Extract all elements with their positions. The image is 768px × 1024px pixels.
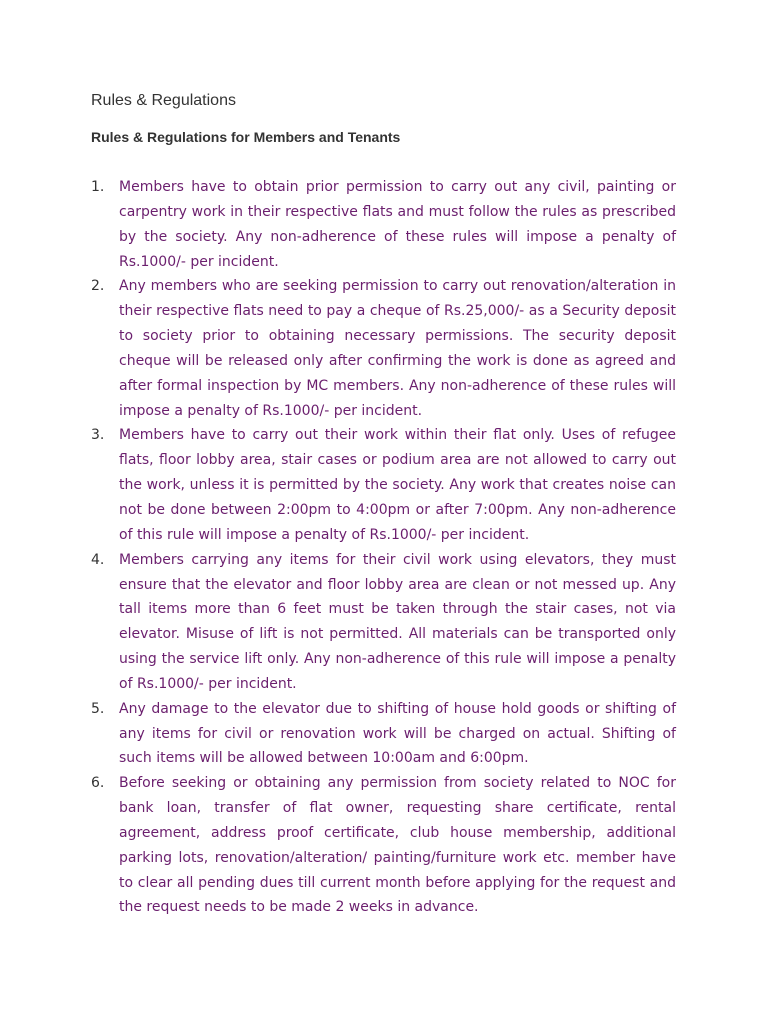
rules-list <box>91 175 676 920</box>
rule-number: 2. <box>91 278 105 295</box>
rule-text: Members have to obtain prior permission to carry out any civil, painting or carpentry work in their respective flats and must follow the rules as prescribed by the society. Any non-adherence of these rules will impose a penalty of Rs.1000/- per incident. <box>119 179 676 270</box>
rule-item <box>91 175 676 274</box>
rule-text: Members have to carry out their work within their flat only. Uses of refugee flats, floor lobby area, stair cases or podium area are not allowed to carry out the work, unless it is permitted by the society. Any work that creates noise can not be done between 2:00pm to 4:00pm or after 7:00pm. Any non-adherence of this rule will impose a penalty of Rs.1000/- per incident. <box>119 427 676 543</box>
rule-text: Before seeking or obtaining any permission from society related to NOC for bank loan, transfer of flat owner, requesting share certificate, rental agreement, address proof certificate, club house membership, additional parking lots, renovation/alteration/ painting/furniture work etc. member have to clear all pending dues till current month before applying for the request and the request needs to be made 2 weeks in advance. <box>119 775 676 916</box>
rule-number: 4. <box>91 551 105 568</box>
rule-item <box>91 771 676 920</box>
rule-item <box>91 697 676 772</box>
rule-number: 3. <box>91 427 105 444</box>
rule-text: Members carrying any items for their civil work using elevators, they must ensure that the elevator and floor lobby area are clean or not messed up. Any tall items more than 6 feet must be taken through the stair cases, not via elevator. Misuse of lift is not permitted. All materials can be transported only using the service lift only. Any non-adherence of this rule will impose a penalty of Rs.1000/- per incident. <box>119 551 676 692</box>
rule-number: 6. <box>91 775 105 792</box>
document-subtitle: Rules & Regulations for Members and Tenants <box>91 129 401 145</box>
rule-item <box>91 274 676 423</box>
rule-number: 1. <box>91 179 105 195</box>
rule-item <box>91 548 676 697</box>
rule-number: 5. <box>91 700 105 717</box>
rule-text: Any members who are seeking permission to carry out renovation/alteration in their respective flats need to pay a cheque of Rs.25,000/- as a Security deposit to society prior to obtaining necessary permissions. The security deposit cheque will be released only after confirming the work is done as agreed and after formal inspection by MC members. Any non-adherence of these rules will impose a penalty of Rs.1000/- per incident. <box>119 278 676 419</box>
document-title: Rules & Regulations <box>91 92 236 109</box>
rule-text: Any damage to the elevator due to shifting of house hold goods or shifting of any items for civil or renovation work will be charged on actual. Shifting of such items will be allowed between 10:00am and 6:00pm. <box>119 700 676 767</box>
rule-item <box>91 423 676 547</box>
